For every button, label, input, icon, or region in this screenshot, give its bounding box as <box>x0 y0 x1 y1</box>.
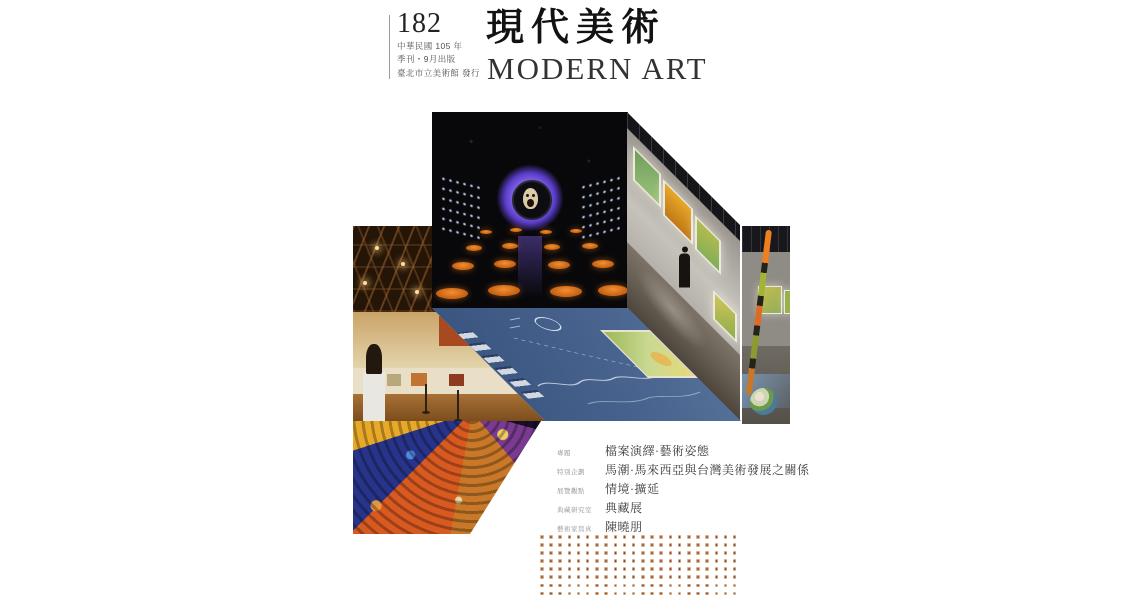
pattern-dot <box>558 559 562 563</box>
pattern-dot <box>604 575 608 579</box>
dots-pattern <box>540 535 742 600</box>
orange-disc <box>502 243 518 249</box>
pattern-dot <box>577 559 581 563</box>
pattern-dot <box>669 551 673 555</box>
pattern-dot <box>715 559 719 563</box>
pattern-dot <box>687 535 691 539</box>
orange-disc <box>436 288 468 299</box>
pattern-dot <box>558 535 562 539</box>
painting-partial <box>784 290 790 314</box>
pattern-dot <box>678 592 682 596</box>
orange-disc <box>592 260 614 268</box>
toc-label: 專題 <box>557 450 571 457</box>
pattern-dot <box>696 543 700 547</box>
pattern-dot <box>623 559 627 563</box>
pattern-dot <box>540 592 544 596</box>
pattern-dot <box>687 575 691 579</box>
pattern-dot <box>733 543 737 547</box>
globe-sculpture <box>750 388 777 415</box>
orange-disc <box>466 245 482 251</box>
pattern-dot <box>549 584 553 588</box>
pattern-dot <box>604 535 608 539</box>
pattern-dot <box>614 584 618 588</box>
pattern-dot <box>595 592 599 596</box>
pattern-dot <box>733 592 737 596</box>
stanchion-post <box>457 390 459 420</box>
pattern-dot <box>577 567 581 571</box>
pattern-dot <box>696 535 700 539</box>
pattern-dot <box>568 567 572 571</box>
pattern-dot <box>724 584 728 588</box>
pattern-dot <box>687 551 691 555</box>
pattern-dot <box>549 592 553 596</box>
magazine-title-zh: 現代美術 <box>486 7 667 49</box>
pattern-dot <box>586 551 590 555</box>
pattern-dot <box>724 592 728 596</box>
pattern-dot <box>650 543 654 547</box>
pattern-dot <box>696 559 700 563</box>
pattern-dot <box>568 559 572 563</box>
pattern-dot <box>641 575 645 579</box>
pattern-dot <box>733 551 737 555</box>
pattern-dot <box>696 551 700 555</box>
orange-disc <box>548 261 570 269</box>
visitor-silhouette <box>679 254 690 288</box>
pattern-dot <box>568 535 572 539</box>
artwork <box>449 374 464 386</box>
issue-info-line: 臺北市立美術館 發行 <box>397 67 480 78</box>
pattern-dot <box>623 543 627 547</box>
pattern-dot <box>577 535 581 539</box>
pattern-dot <box>577 543 581 547</box>
pattern-dot <box>595 567 599 571</box>
pattern-dot <box>724 575 728 579</box>
pattern-dot <box>558 575 562 579</box>
circular-screen <box>512 180 552 220</box>
contents-list <box>557 442 887 537</box>
pattern-dot <box>549 567 553 571</box>
pattern-dot <box>705 543 709 547</box>
pattern-dot <box>650 584 654 588</box>
pattern-dot <box>650 567 654 571</box>
pattern-dot <box>669 559 673 563</box>
pattern-dot <box>659 567 663 571</box>
pattern-dot <box>623 551 627 555</box>
pattern-dot <box>614 559 618 563</box>
orange-disc <box>544 244 560 250</box>
stanchion-post <box>425 384 427 412</box>
pattern-dot <box>705 535 709 539</box>
face-eye <box>526 194 529 197</box>
pattern-dot <box>577 575 581 579</box>
pattern-dot <box>623 575 627 579</box>
orange-disc <box>488 285 520 296</box>
pattern-dot <box>540 567 544 571</box>
pattern-dot <box>659 584 663 588</box>
pattern-dot <box>586 575 590 579</box>
pattern-dot <box>595 559 599 563</box>
pattern-dot <box>678 584 682 588</box>
pattern-dot <box>632 592 636 596</box>
face-eye <box>532 194 535 197</box>
pattern-dot <box>687 543 691 547</box>
issue-info-line: 季刊・9月出版 <box>397 54 456 65</box>
pattern-dot <box>678 535 682 539</box>
pattern-dot <box>696 584 700 588</box>
pattern-dot <box>678 551 682 555</box>
toc-row-collection-lab <box>557 499 887 516</box>
orange-disc <box>494 260 516 268</box>
pattern-dot <box>669 575 673 579</box>
issue-block <box>397 9 480 81</box>
pattern-dot <box>715 575 719 579</box>
orange-disc <box>480 230 492 234</box>
pattern-dot <box>595 575 599 579</box>
issue-number: 182 <box>397 8 442 39</box>
magazine-title-en: MODERN ART <box>487 50 708 86</box>
pattern-dot <box>577 551 581 555</box>
pattern-dot <box>659 592 663 596</box>
pattern-dot <box>724 559 728 563</box>
pattern-dot <box>705 567 709 571</box>
pattern-dot <box>623 567 627 571</box>
pattern-dot <box>558 551 562 555</box>
pattern-dot <box>678 575 682 579</box>
art-texture <box>353 421 545 534</box>
pattern-dot <box>586 543 590 547</box>
orange-disc <box>540 230 552 234</box>
pattern-dot <box>641 551 645 555</box>
striped-pole-photo <box>742 226 790 424</box>
pattern-dot <box>632 567 636 571</box>
pattern-dot <box>715 535 719 539</box>
pattern-dot <box>632 543 636 547</box>
toc-row-special-project <box>557 461 887 478</box>
pattern-dot <box>604 559 608 563</box>
pattern-dot <box>705 551 709 555</box>
pattern-dot <box>724 543 728 547</box>
pattern-dot <box>549 535 553 539</box>
toc-value: 典藏展 <box>605 501 643 515</box>
toc-value: 檔案演繹·藝術姿態 <box>605 444 710 458</box>
screaming-face <box>523 188 538 209</box>
orange-disc <box>570 229 582 233</box>
pattern-dot <box>540 535 544 539</box>
painting-yellow-green <box>695 215 721 275</box>
floor-reflection <box>518 236 542 298</box>
pattern-dot <box>614 551 618 555</box>
pattern-dot <box>724 567 728 571</box>
pattern-dot <box>641 559 645 563</box>
spotlight <box>375 246 379 250</box>
pattern-dot <box>705 584 709 588</box>
pattern-dot <box>659 575 663 579</box>
pattern-dot <box>641 592 645 596</box>
pattern-dot <box>632 584 636 588</box>
dark-installation-photo <box>432 112 628 308</box>
pattern-dot <box>558 584 562 588</box>
pattern-dot <box>595 551 599 555</box>
pattern-dot <box>733 567 737 571</box>
pattern-dot <box>614 575 618 579</box>
pattern-dot <box>558 592 562 596</box>
orange-disc <box>510 228 522 232</box>
pattern-dot <box>614 535 618 539</box>
pattern-dot <box>577 584 581 588</box>
toc-label: 藝術家寫真 <box>557 526 592 533</box>
pattern-dot <box>614 592 618 596</box>
pattern-dot <box>715 592 719 596</box>
pattern-dot <box>705 575 709 579</box>
pattern-dot <box>632 551 636 555</box>
orange-disc <box>452 262 474 270</box>
pattern-dot <box>715 543 719 547</box>
pattern-dot <box>549 551 553 555</box>
pattern-dot <box>549 575 553 579</box>
pattern-dot <box>604 584 608 588</box>
toc-value: 情境·擴延 <box>605 482 660 496</box>
pattern-dot <box>540 543 544 547</box>
pattern-dot <box>715 567 719 571</box>
colorful-abstract-art-photo <box>353 421 545 534</box>
spotlight <box>415 290 419 294</box>
pattern-dot <box>678 543 682 547</box>
artwork <box>387 374 401 386</box>
pattern-dot <box>733 559 737 563</box>
pattern-dot <box>669 535 673 539</box>
toc-row-artist-profile <box>557 518 887 535</box>
pattern-dot <box>687 559 691 563</box>
pattern-dot <box>604 567 608 571</box>
pattern-dot <box>724 551 728 555</box>
sculpture-pedestal <box>363 372 385 421</box>
pattern-dot <box>669 567 673 571</box>
pattern-dot <box>586 584 590 588</box>
pattern-dot <box>705 592 709 596</box>
pattern-dot <box>659 535 663 539</box>
pattern-dot <box>558 543 562 547</box>
orange-disc <box>598 285 628 296</box>
pattern-dot <box>595 535 599 539</box>
face-mouth <box>527 199 534 207</box>
orange-disc <box>582 243 598 249</box>
pattern-dot <box>604 551 608 555</box>
visitor-head <box>682 247 688 253</box>
pattern-dot <box>540 559 544 563</box>
orange-disc <box>550 286 582 297</box>
toc-label: 典藏研究室 <box>557 507 592 514</box>
pattern-dot <box>669 543 673 547</box>
pattern-dot <box>568 575 572 579</box>
video-wall-right <box>580 173 620 243</box>
toc-label: 特別企劃 <box>557 469 585 476</box>
pattern-dot <box>715 551 719 555</box>
pattern-dot <box>687 592 691 596</box>
pattern-dot <box>650 551 654 555</box>
pattern-dot <box>669 584 673 588</box>
pattern-dot <box>669 592 673 596</box>
video-wall-left <box>440 173 480 243</box>
pattern-dot <box>595 584 599 588</box>
sculpture-figure <box>366 344 382 374</box>
pattern-dot <box>558 567 562 571</box>
pattern-dot <box>650 592 654 596</box>
pattern-dot <box>540 551 544 555</box>
pattern-dot <box>614 543 618 547</box>
pattern-dot <box>568 543 572 547</box>
pattern-dot <box>733 584 737 588</box>
pattern-dot <box>659 543 663 547</box>
pattern-dot <box>650 559 654 563</box>
pattern-dot <box>540 584 544 588</box>
pattern-dot <box>549 543 553 547</box>
pattern-dot <box>614 567 618 571</box>
pattern-dot <box>733 575 737 579</box>
pattern-dot <box>595 543 599 547</box>
pattern-dot <box>540 575 544 579</box>
toc-row-feature <box>557 442 887 459</box>
pattern-dot <box>568 584 572 588</box>
pattern-dot <box>632 575 636 579</box>
pattern-dot <box>623 584 627 588</box>
pattern-dot <box>696 592 700 596</box>
toc-value: 陳曉朋 <box>605 520 643 534</box>
pattern-dot <box>623 535 627 539</box>
pattern-dot <box>641 535 645 539</box>
pattern-dot <box>687 584 691 588</box>
toc-row-exhibition-view <box>557 480 887 497</box>
masthead-divider <box>389 15 390 79</box>
pattern-dot <box>604 592 608 596</box>
pattern-dot <box>724 535 728 539</box>
pattern-dot <box>650 535 654 539</box>
masthead-titles <box>486 8 708 86</box>
pattern-dot <box>705 559 709 563</box>
pattern-dot <box>632 559 636 563</box>
pattern-dot <box>733 535 737 539</box>
pattern-dot <box>568 592 572 596</box>
pattern-dot <box>696 575 700 579</box>
pattern-dot <box>678 559 682 563</box>
pattern-dot <box>586 559 590 563</box>
pattern-dot <box>650 575 654 579</box>
pattern-dot <box>641 584 645 588</box>
pattern-dot <box>696 567 700 571</box>
pattern-dot <box>549 559 553 563</box>
pattern-dot <box>678 567 682 571</box>
pattern-dot <box>659 551 663 555</box>
pattern-dot <box>586 592 590 596</box>
pattern-dot <box>586 567 590 571</box>
toc-label: 展覽觀點 <box>557 488 585 495</box>
pattern-dot <box>641 543 645 547</box>
pattern-dot <box>604 543 608 547</box>
pattern-dot <box>623 592 627 596</box>
pattern-dot <box>577 592 581 596</box>
painting-detail <box>646 352 676 366</box>
pattern-dot <box>687 567 691 571</box>
pattern-dot <box>632 535 636 539</box>
pattern-dot <box>586 535 590 539</box>
toc-value: 馬潮·馬來西亞與台灣美術發展之關係 <box>605 463 810 477</box>
pattern-dot <box>659 559 663 563</box>
pattern-dot <box>568 551 572 555</box>
issue-info-line: 中華民國 105 年 <box>397 40 463 51</box>
spotlight <box>401 262 405 266</box>
spotlight <box>363 281 367 285</box>
pattern-dot <box>715 584 719 588</box>
pattern-dot <box>641 567 645 571</box>
